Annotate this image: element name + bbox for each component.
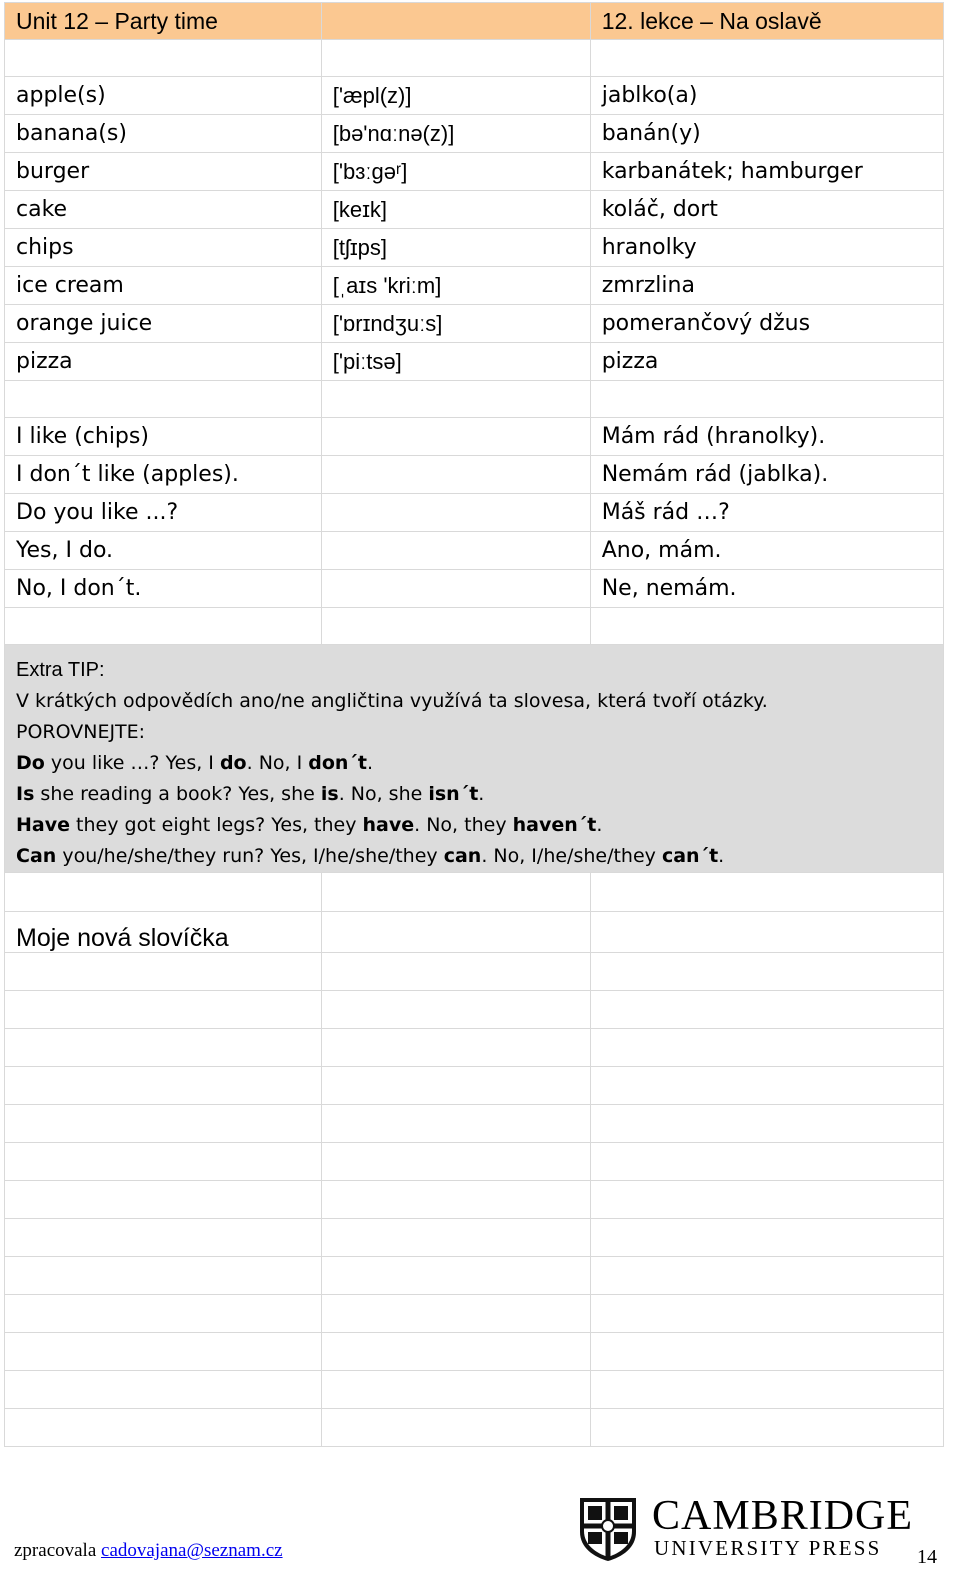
phrase-czech: Máš rád …? xyxy=(590,494,943,532)
vocab-pronunciation: [bə'nɑːnə(z)] xyxy=(321,115,590,153)
tip-keyword: Is xyxy=(16,783,35,805)
vocab-czech: zmrzlina xyxy=(590,267,943,305)
blank-note-cell xyxy=(590,991,943,1029)
tip-compare: POROVNEJTE: xyxy=(16,721,146,743)
blank-note-cell xyxy=(590,1029,943,1067)
blank-note-cell xyxy=(5,1181,322,1219)
vocab-czech: banán(y) xyxy=(590,115,943,153)
phrase-czech: Mám rád (hranolky). xyxy=(590,418,943,456)
blank-note-cell xyxy=(590,953,943,991)
vocab-row xyxy=(5,115,944,153)
vocab-pronunciation: [ˌaɪs 'kriːm] xyxy=(321,267,590,305)
vocab-pronunciation: ['piːtsə] xyxy=(321,343,590,381)
blank-note-cell xyxy=(321,1295,590,1333)
tip-text: . No, they xyxy=(414,814,513,836)
blank-note-cell xyxy=(5,1295,322,1333)
blank-note-cell xyxy=(321,1219,590,1257)
vocab-czech: koláč, dort xyxy=(590,191,943,229)
author-email-link[interactable]: cadovajana@seznam.cz xyxy=(101,1540,283,1561)
vocab-english: burger xyxy=(5,153,322,191)
spacer-row xyxy=(5,40,944,77)
tip-keyword: can´t xyxy=(661,845,719,867)
blank-note-cell xyxy=(590,1067,943,1105)
tip-examples xyxy=(16,748,932,872)
tip-keyword: Can xyxy=(16,845,57,867)
unit-title-en: Unit 12 – Party time xyxy=(5,3,322,40)
blank-note-cell xyxy=(590,1333,943,1371)
header-empty-cell xyxy=(321,3,590,40)
vocab-english: chips xyxy=(5,229,322,267)
vocab-czech: hranolky xyxy=(590,229,943,267)
blank-note-cell xyxy=(321,1067,590,1105)
blank-note-row xyxy=(5,1067,944,1105)
phrase-empty-cell xyxy=(321,418,590,456)
phrase-row xyxy=(5,494,944,532)
phrase-english: Do you like ...? xyxy=(5,494,322,532)
blank-note-cell xyxy=(590,1409,943,1447)
tip-example-line xyxy=(16,748,932,779)
phrase-english: No, I don´t. xyxy=(5,570,322,608)
blank-note-cell xyxy=(321,1143,590,1181)
tip-text: . xyxy=(367,752,374,774)
blank-note-cell xyxy=(321,1181,590,1219)
vocab-pronunciation: [keɪk] xyxy=(321,191,590,229)
blank-note-cell xyxy=(590,1143,943,1181)
vocab-pronunciation: ['bɜːgəʳ] xyxy=(321,153,590,191)
vocab-row xyxy=(5,305,944,343)
phrase-row xyxy=(5,532,944,570)
tip-text: you/he/she/they run? Yes, I/he/she/they xyxy=(56,845,444,867)
blank-note-row xyxy=(5,991,944,1029)
tip-keyword: have xyxy=(362,814,415,836)
vocab-row xyxy=(5,153,944,191)
blank-note-cell xyxy=(321,1029,590,1067)
tip-text: . xyxy=(718,845,725,867)
phrase-list xyxy=(5,418,944,608)
tip-keyword: Have xyxy=(16,814,70,836)
tip-text: . No, I/he/she/they xyxy=(481,845,662,867)
sheet-body xyxy=(5,3,944,77)
my-words-blank-rows xyxy=(5,953,944,1447)
tip-keyword: Do xyxy=(16,752,45,774)
my-words-title: Moje nová slovíčka xyxy=(5,912,322,953)
tip-group xyxy=(5,608,944,953)
vocab-czech: jablko(a) xyxy=(590,77,943,115)
blank-note-cell xyxy=(321,1257,590,1295)
blank-note-row xyxy=(5,953,944,991)
spacer-group xyxy=(5,381,944,418)
logo-word-cambridge: CAMBRIDGE xyxy=(652,1493,914,1539)
phrase-english: I like (chips) xyxy=(5,418,322,456)
vocab-english: ice cream xyxy=(5,267,322,305)
phrase-english: Yes, I do. xyxy=(5,532,322,570)
phrase-row xyxy=(5,570,944,608)
blank-note-cell xyxy=(5,1105,322,1143)
vocab-english: cake xyxy=(5,191,322,229)
tip-text: . xyxy=(478,783,485,805)
vocab-pronunciation: ['ɒrɪndʒuːs] xyxy=(321,305,590,343)
vocab-row xyxy=(5,343,944,381)
page-number: 14 xyxy=(917,1546,937,1568)
blank-note-row xyxy=(5,1029,944,1067)
tip-keyword: can xyxy=(443,845,482,867)
vocab-pronunciation: [tʃɪps] xyxy=(321,229,590,267)
blank-note-cell xyxy=(590,1371,943,1409)
extra-tip-box xyxy=(5,645,944,873)
blank-note-row xyxy=(5,1105,944,1143)
phrase-row xyxy=(5,456,944,494)
blank-note-cell xyxy=(321,953,590,991)
tip-title: Extra TIP: xyxy=(16,659,105,681)
cambridge-logo xyxy=(578,1493,914,1564)
blank-note-cell xyxy=(590,1295,943,1333)
my-words-heading-row xyxy=(5,912,944,953)
tip-keyword: do xyxy=(219,752,247,774)
header-row xyxy=(5,3,944,40)
blank-note-cell xyxy=(5,953,322,991)
unit-title-cz: 12. lekce – Na oslavě xyxy=(590,3,943,40)
spacer-row xyxy=(5,608,944,645)
vocab-czech: karbanátek; hamburger xyxy=(590,153,943,191)
blank-note-cell xyxy=(590,1257,943,1295)
vocab-english: orange juice xyxy=(5,305,322,343)
tip-text: . No, she xyxy=(338,783,429,805)
tip-text: . No, I xyxy=(246,752,309,774)
phrase-row xyxy=(5,418,944,456)
blank-note-cell xyxy=(590,1181,943,1219)
tip-text: they got eight legs? Yes, they xyxy=(70,814,363,836)
phrase-empty-cell xyxy=(321,456,590,494)
blank-note-cell xyxy=(321,991,590,1029)
tip-text: you like …? Yes, I xyxy=(44,752,220,774)
blank-note-cell xyxy=(590,1105,943,1143)
blank-note-cell xyxy=(5,991,322,1029)
blank-note-cell xyxy=(321,1409,590,1447)
tip-keyword: isn´t xyxy=(428,783,479,805)
blank-note-cell xyxy=(5,1257,322,1295)
phrase-czech: Ne, nemám. xyxy=(590,570,943,608)
blank-note-row xyxy=(5,1143,944,1181)
blank-note-cell xyxy=(5,1371,322,1409)
blank-note-row xyxy=(5,1257,944,1295)
blank-note-cell xyxy=(321,1333,590,1371)
spacer-row xyxy=(5,381,944,418)
vocabulary-sheet xyxy=(4,2,944,1447)
blank-note-row xyxy=(5,1219,944,1257)
blank-note-cell xyxy=(5,1029,322,1067)
author-credit xyxy=(14,1540,283,1562)
phrase-empty-cell xyxy=(321,570,590,608)
tip-intro: V krátkých odpovědích ano/ne angličtina využívá ta slovesa, která tvoří otázky. xyxy=(16,690,768,712)
vocab-english: pizza xyxy=(5,343,322,381)
vocab-english: apple(s) xyxy=(5,77,322,115)
tip-example-line xyxy=(16,810,932,841)
phrase-english: I don´t like (apples). xyxy=(5,456,322,494)
tip-example-line xyxy=(16,779,932,810)
blank-note-cell xyxy=(5,1143,322,1181)
vocab-row xyxy=(5,191,944,229)
logo-word-press: UNIVERSITY PRESS xyxy=(654,1536,882,1560)
blank-note-cell xyxy=(5,1219,322,1257)
blank-note-cell xyxy=(5,1409,322,1447)
tip-keyword: haven´t xyxy=(512,814,597,836)
author-prefix: zpracovala xyxy=(14,1540,102,1561)
blank-note-cell xyxy=(590,1219,943,1257)
tip-text: . xyxy=(596,814,603,836)
cambridge-shield-icon xyxy=(578,1496,638,1562)
blank-note-cell xyxy=(5,1333,322,1371)
spacer-row xyxy=(5,873,944,912)
vocab-pronunciation: ['æpl(z)] xyxy=(321,77,590,115)
phrase-empty-cell xyxy=(321,494,590,532)
tip-text: she reading a book? Yes, she xyxy=(34,783,321,805)
phrase-czech: Ano, mám. xyxy=(590,532,943,570)
tip-keyword: don´t xyxy=(308,752,368,774)
blank-note-row xyxy=(5,1295,944,1333)
tip-keyword: is xyxy=(320,783,339,805)
vocab-czech: pizza xyxy=(590,343,943,381)
phrase-czech: Nemám rád (jablka). xyxy=(590,456,943,494)
vocab-czech: pomerančový džus xyxy=(590,305,943,343)
vocab-row xyxy=(5,229,944,267)
vocab-english: banana(s) xyxy=(5,115,322,153)
blank-note-cell xyxy=(321,1371,590,1409)
vocab-list xyxy=(5,77,944,381)
blank-note-row xyxy=(5,1371,944,1409)
blank-note-cell xyxy=(5,1067,322,1105)
vocab-row xyxy=(5,267,944,305)
tip-example-line xyxy=(16,841,932,872)
blank-note-cell xyxy=(321,1105,590,1143)
blank-note-row xyxy=(5,1333,944,1371)
blank-note-row xyxy=(5,1181,944,1219)
vocab-row xyxy=(5,77,944,115)
phrase-empty-cell xyxy=(321,532,590,570)
extra-tip-content xyxy=(5,645,944,873)
blank-note-row xyxy=(5,1409,944,1447)
